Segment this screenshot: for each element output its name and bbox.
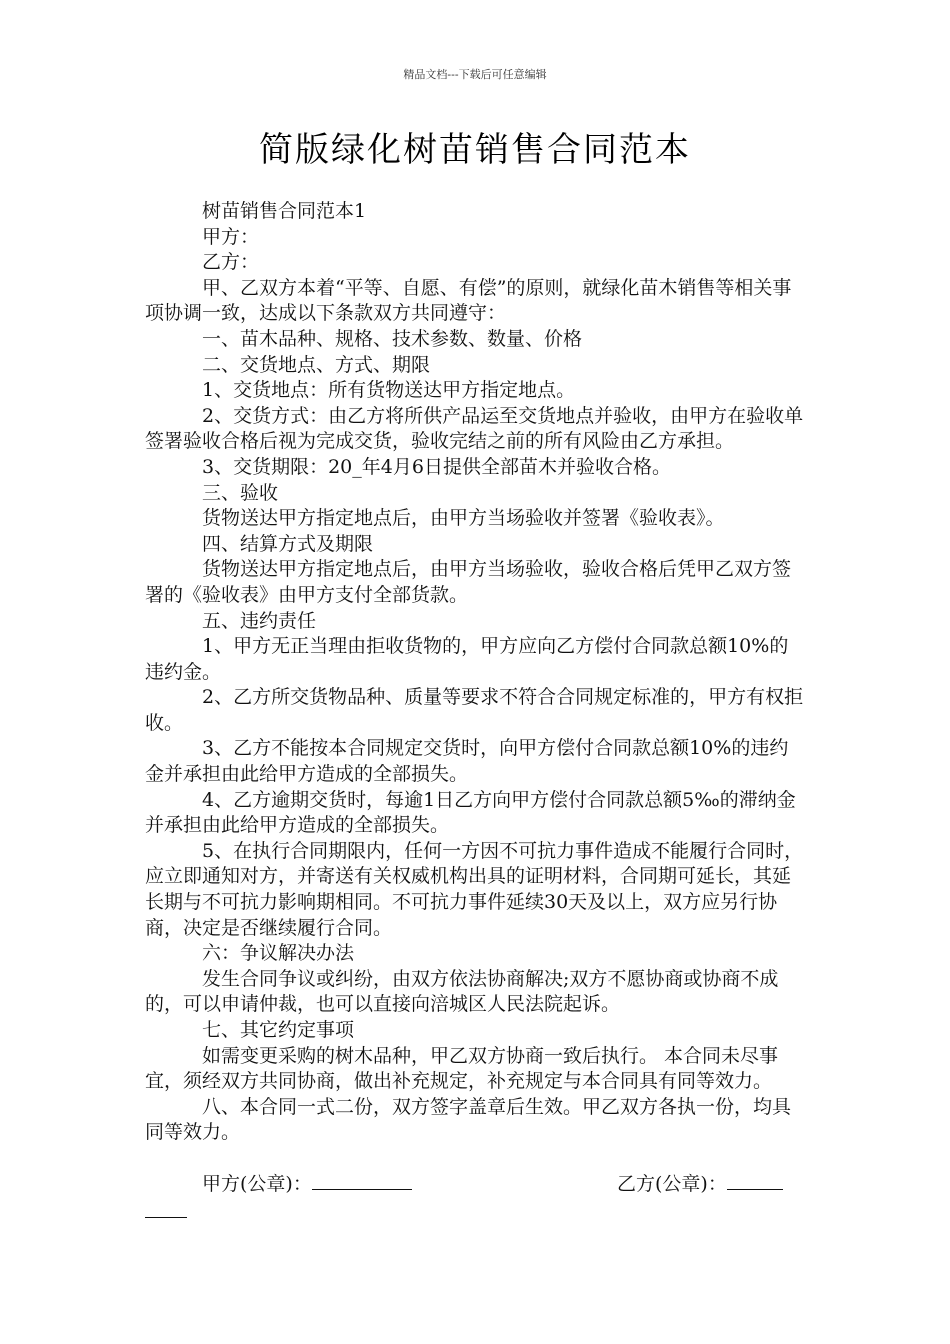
party-a-label: 甲方(公章)：: [202, 1173, 312, 1195]
party-a-signature-line: [312, 1171, 412, 1190]
paragraph: 六：争议解决办法: [202, 942, 355, 965]
paragraph: 货物送达甲方指定地点后，由甲方当场验收，验收合格后凭甲乙双方签署的《验收表》由甲方支付全部货款。: [145, 558, 792, 606]
signature-line-continuation: [145, 1217, 187, 1218]
paragraph: 七、其它约定事项: [202, 1019, 355, 1041]
contract-body: [145, 199, 807, 1146]
document-title: 简版绿化树苗销售合同范本: [259, 130, 691, 170]
paragraph: 3、交货期限：20_年4月6日提供全部苗木并验收合格。: [202, 455, 671, 478]
paragraph: 三、验收: [202, 481, 279, 504]
paragraph: 货物送达甲方指定地点后，由甲方当场验收并签署《验收表》。: [202, 507, 725, 530]
party-b-signature-line: [727, 1171, 783, 1190]
paragraph: 5、在执行合同期限内，任何一方因不可抗力事件造成不能履行合同时，应立即通知对方，并寄送有关权威机构出具的证明材料，合同期可延长，其延长期与不可抗力影响期相同。不可抗力事件延续30天及以上，双方应另行协商，决定是否继续履行合同。: [145, 839, 804, 939]
paragraph: 四、结算方式及期限: [202, 532, 374, 555]
paragraph: 乙方：: [202, 251, 260, 274]
party-b-label: 乙方(公章)：: [617, 1173, 727, 1195]
paragraph: 一、苗木品种、规格、技术参数、数量、价格: [202, 327, 583, 350]
paragraph: 甲方：: [202, 225, 260, 248]
paragraph: 3、乙方不能按本合同规定交货时，向甲方偿付合同款总额10%的违约金并承担由此给甲方造成的全部损失。: [145, 737, 789, 786]
paragraph: 树苗销售合同范本1: [202, 200, 367, 222]
paragraph: 4、乙方逾期交货时，每逾1日乙方向甲方偿付合同款总额5‰的滞纳金并承担由此给甲方造成的全部损失。: [145, 788, 796, 837]
paragraph: 五、违约责任: [202, 609, 317, 632]
party-b-signature: [617, 1171, 783, 1198]
paragraph: 1、交货地点：所有货物送达甲方指定地点。: [202, 379, 576, 402]
header-note: 精品文档---下载后可任意编辑: [403, 68, 547, 81]
paragraph: 八、本合同一式二份，双方签字盖章后生效。甲乙双方各执一份，均具同等效力。: [145, 1095, 792, 1144]
paragraph: 二、交货地点、方式、期限: [202, 353, 431, 376]
paragraph: 甲、乙双方本着“平等、自愿、有偿”的原则，就绿化苗木销售等相关事项协调一致，达成以下条款双方共同遵守：: [145, 276, 792, 325]
paragraph: 1、甲方无正当理由拒收货物的，甲方应向乙方偿付合同款总额10%的违约金。: [145, 635, 789, 683]
party-a-signature: [202, 1171, 412, 1198]
paragraph: 如需变更采购的树木品种，甲乙双方协商一致后执行。 本合同未尽事宜，须经双方共同协商，做出补充规定，补充规定与本合同具有同等效力。: [145, 1044, 779, 1093]
paragraph: 2、乙方所交货物品种、质量等要求不符合合同规定标准的，甲方有权拒收。: [145, 686, 804, 734]
paragraph: 2、交货方式：由乙方将所供产品运至交货地点并验收，由甲方在验收单签署验收合格后视为完成交货，验收完结之前的所有风险由乙方承担。: [145, 404, 804, 453]
paragraph: 发生合同争议或纠纷，由双方依法协商解决;双方不愿协商或协商不成的，可以申请仲裁，也可以直接向涪城区人民法院起诉。: [145, 967, 779, 1016]
